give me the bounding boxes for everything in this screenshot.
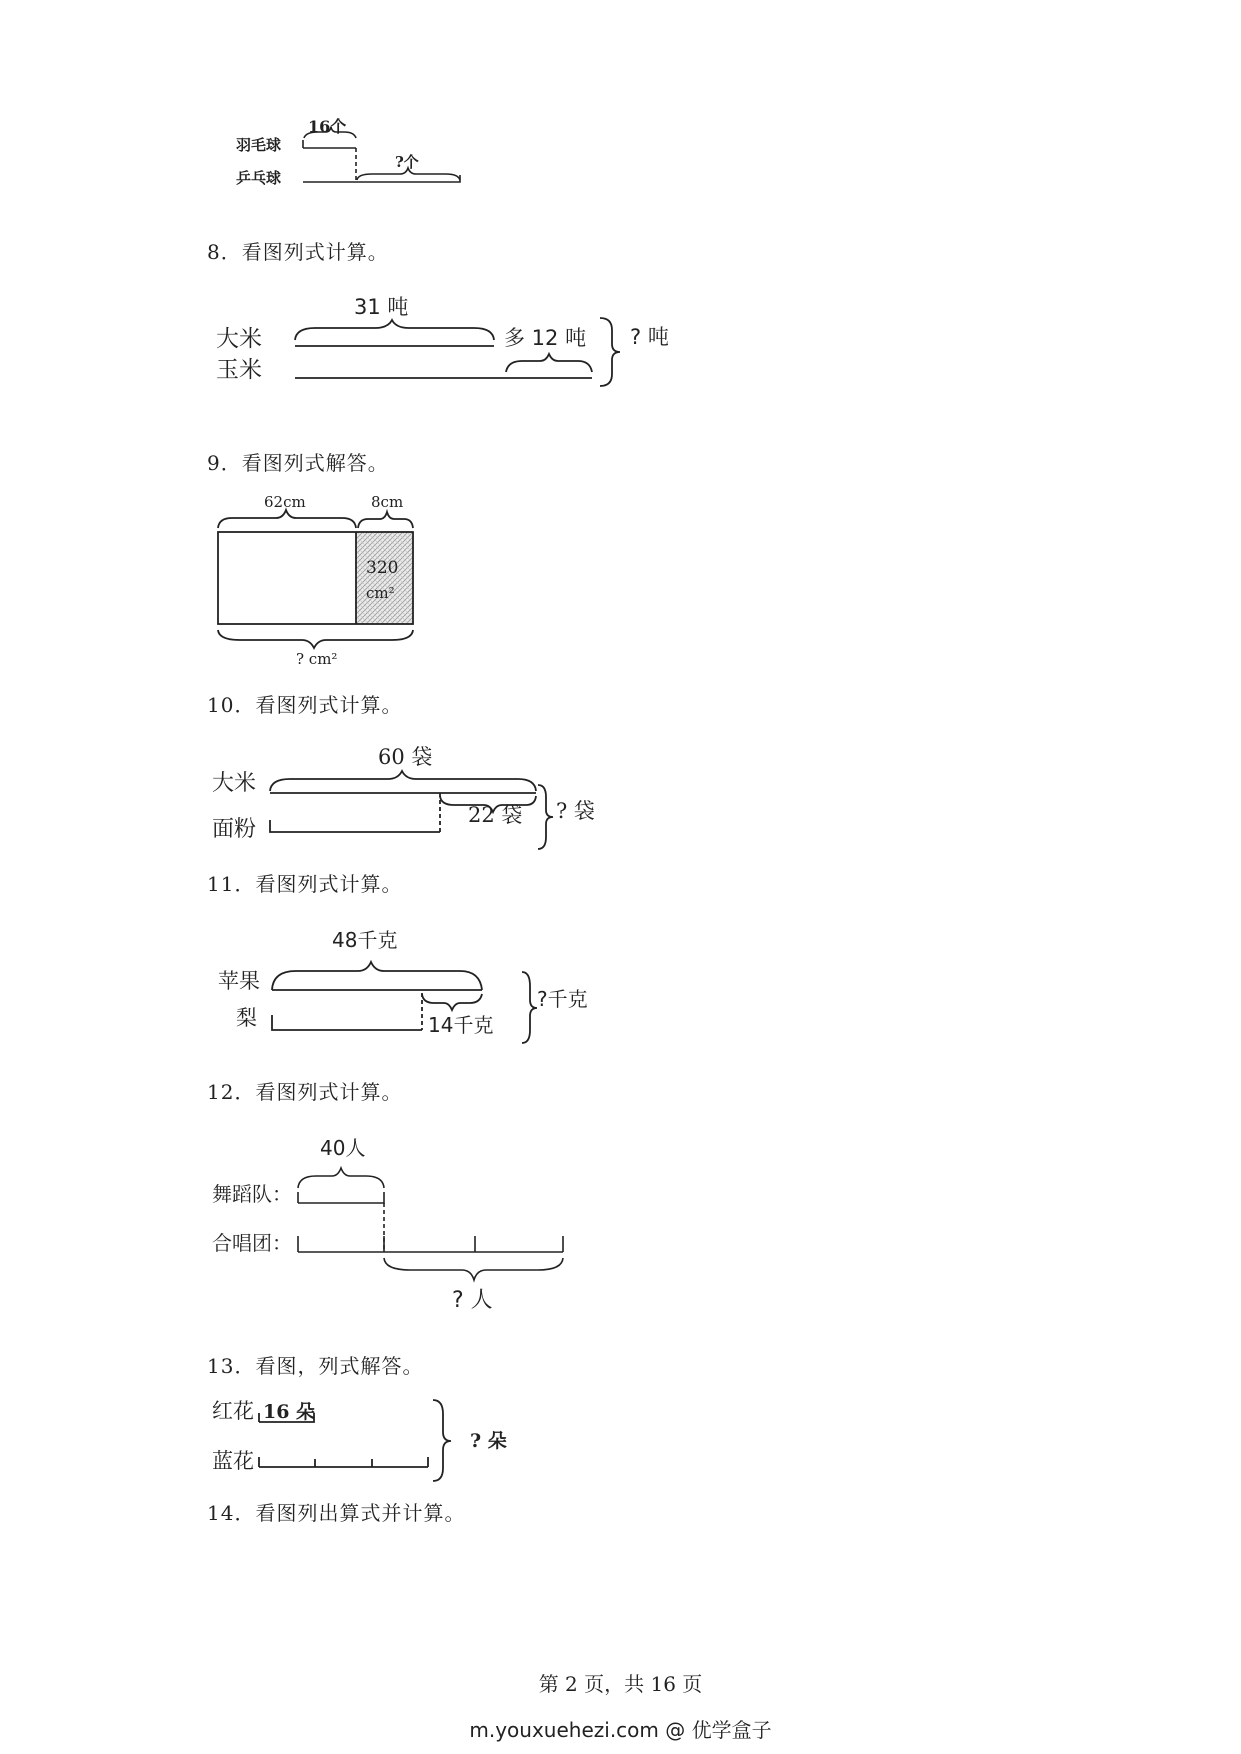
label-rice: 大米 xyxy=(216,326,262,352)
value-total: ?千克 xyxy=(537,987,588,1011)
value-16: 16个 xyxy=(308,117,347,136)
value-14: 14千克 xyxy=(428,1013,494,1037)
label-flour: 面粉 xyxy=(212,817,257,842)
value-more-12: 多 12 吨 xyxy=(504,326,587,350)
value-40: 40人 xyxy=(320,1136,366,1160)
area-320: 320 xyxy=(366,558,399,578)
value-60: 60 袋 xyxy=(378,745,433,769)
value-total: ? 袋 xyxy=(556,799,595,823)
question-12: 12．看图列式计算。 xyxy=(207,1080,403,1104)
label-blue: 蓝花 xyxy=(212,1449,254,1473)
label-pingpong: 乒乓球 xyxy=(236,169,282,187)
question-10: 10．看图列式计算。 xyxy=(207,693,403,717)
label-dance: 舞蹈队： xyxy=(212,1182,292,1206)
label-choir: 合唱团： xyxy=(212,1231,292,1255)
brace-total xyxy=(433,1400,451,1481)
value-total: ? 朵 xyxy=(470,1430,507,1452)
value-16: 16 朵 xyxy=(263,1401,316,1423)
question-14: 14．看图列出算式并计算。 xyxy=(207,1501,466,1525)
bar-blue xyxy=(259,1457,428,1467)
question-11: 11．看图列式计算。 xyxy=(207,872,403,896)
question-9: 9．看图列式解答。 xyxy=(207,451,389,475)
value-31: 31 吨 xyxy=(354,295,409,319)
label-pear: 梨 xyxy=(236,1006,257,1030)
site-watermark: m.youxuehezi.com @ 优学盒子 xyxy=(469,1718,772,1742)
label-rice: 大米 xyxy=(212,771,257,796)
question-8: 8．看图列式计算。 xyxy=(207,240,389,264)
value-48: 48千克 xyxy=(332,928,398,952)
label-red: 红花 xyxy=(212,1399,254,1423)
value-unknown: ? 人 xyxy=(452,1288,493,1313)
area-unit: cm² xyxy=(366,584,395,602)
label-apple: 苹果 xyxy=(218,969,260,993)
value-22: 22 袋 xyxy=(468,803,523,827)
area-total: ? cm² xyxy=(296,650,338,668)
width-62: 62cm xyxy=(264,493,306,511)
page-number: 第 2 页，共 16 页 xyxy=(538,1672,703,1696)
label-corn: 玉米 xyxy=(216,357,262,383)
question-13: 13．看图，列式解答。 xyxy=(207,1354,424,1378)
label-badminton: 羽毛球 xyxy=(236,136,282,154)
value-total: ? 吨 xyxy=(630,325,669,349)
value-unknown: ?个 xyxy=(395,153,419,171)
width-8: 8cm xyxy=(371,493,404,511)
